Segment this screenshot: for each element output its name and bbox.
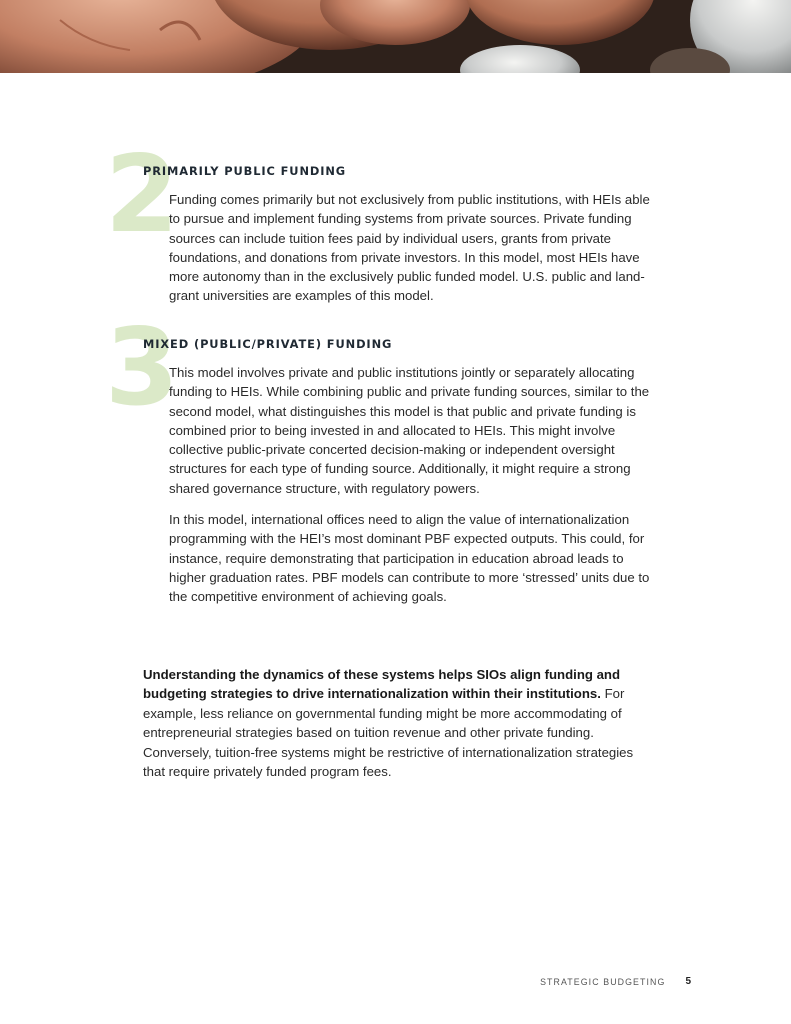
section-paragraph: Funding comes primarily but not exclusively from public institutions, with HEIs able to pursue and implement funding systems from private sources. Private funding sources can include tuition fees paid by individual users, grants from private foundations, and donations from private investors. In this model, most HEIs have more autonomy than in the exclusively public funded model. U.S. public and land-grant universities are examples of this model. bbox=[169, 192, 650, 304]
section-mixed-funding bbox=[105, 306, 663, 619]
footer-section-label: STRATEGIC BUDGETING bbox=[540, 976, 666, 987]
section-paragraph: This model involves private and public institutions jointly or separately allocating funding to HEIs. While combining public and private funding sources, similar to the second model, what distinguishes this model is that public and private funding is combined prior to being invested in and allocated to HEIs. This might involve collective public-private concerted decision-making or independent oversight structures for each type of funding source. Additionally, it might require a strong shared governance structure, with regulatory powers. bbox=[169, 365, 650, 496]
page-footer bbox=[540, 976, 691, 987]
section-heading: PRIMARILY PUBLIC FUNDING bbox=[143, 164, 347, 178]
section-body bbox=[169, 190, 663, 306]
conclusion-bold-lead: Understanding the dynamics of these systems helps SIOs align funding and budgeting strategies to drive internationalization within their institutions. bbox=[143, 667, 621, 702]
section-number: 3 bbox=[105, 306, 179, 429]
section-paragraph: In this model, international offices need to align the value of internationalization programming with the HEI’s most dominant PBF expected outputs. This could, for instance, require demonstrating that participation in education abroad leads to higher graduation rates. PBF models can contribute to more ‘stressed’ units due to the competitive environment of achieving goals. bbox=[169, 512, 650, 605]
conclusion-paragraph bbox=[143, 665, 643, 781]
section-heading: MIXED (PUBLIC/PRIVATE) FUNDING bbox=[143, 337, 393, 351]
page-number: 5 bbox=[685, 976, 691, 987]
section-number: 2 bbox=[105, 133, 179, 256]
header-coins-photo bbox=[0, 0, 791, 73]
conclusion-text: For example, less reliance on governmental funding might be more accommodating of entrepreneurial strategies based on tuition revenue and other private funding. Conversely, tuition-free systems might be restrictive of internationalization strategies that require privately funded program fees. bbox=[143, 686, 634, 780]
section-primarily-public-funding bbox=[105, 133, 663, 318]
coins-image bbox=[0, 0, 791, 73]
section-body bbox=[169, 363, 663, 607]
